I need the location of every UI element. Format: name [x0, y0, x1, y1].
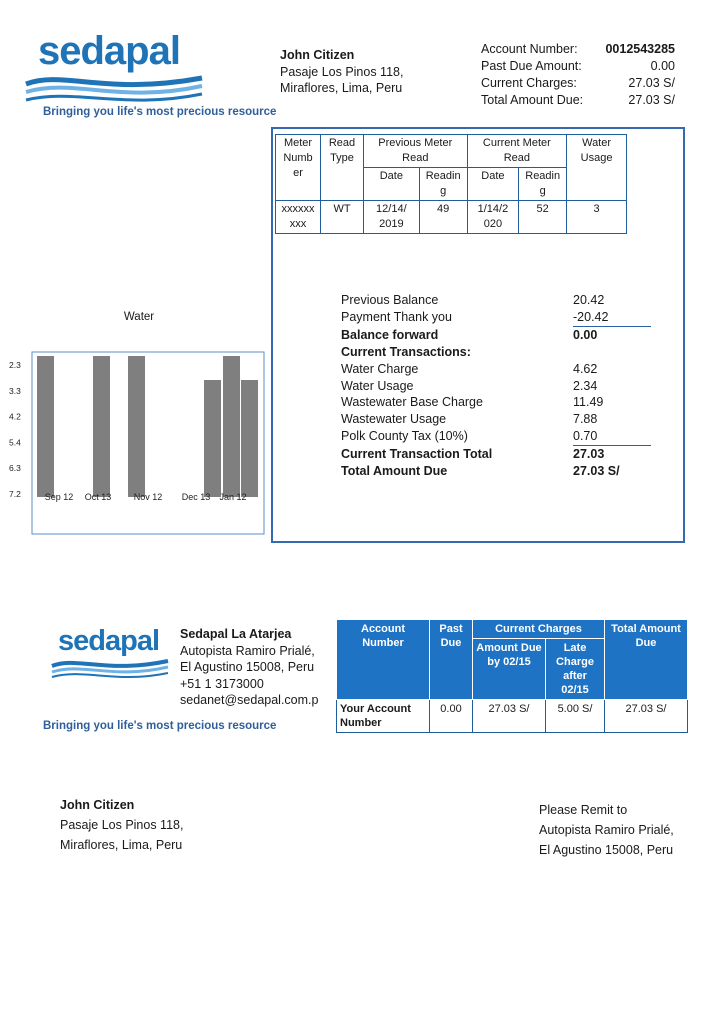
- company-email: sedanet@sedapal.com.p: [180, 693, 319, 707]
- remit-to-line1: Autopista Ramiro Prialé,: [539, 823, 674, 837]
- customer-address-line1: Pasaje Los Pinos 118,: [60, 818, 184, 832]
- transaction-value: [573, 344, 651, 361]
- account-summary: [481, 41, 675, 109]
- list-item: [341, 344, 651, 361]
- summary-row-account-number: Account Number: 0012543285: [481, 42, 675, 56]
- cell-cur-reading: 52: [519, 201, 567, 234]
- y-tick-label: 3.3: [9, 385, 21, 396]
- transaction-label: Current Transactions:: [341, 344, 471, 359]
- cell-past-due: 0.00: [430, 700, 473, 733]
- transaction-label: Wastewater Base Charge: [341, 395, 483, 410]
- transaction-value: 7.88: [573, 412, 598, 427]
- list-item: [341, 292, 651, 309]
- customer-address-top: [280, 47, 403, 97]
- x-tick-label: Nov 12: [133, 492, 163, 502]
- th-account-number: Account Number: [337, 620, 430, 700]
- customer-name: John Citizen: [60, 798, 135, 812]
- customer-address-bottom: [60, 795, 183, 855]
- summary-row-past-due: Past Due Amount: 0.00: [481, 59, 675, 73]
- th-read-type: Read Type: [321, 135, 364, 201]
- water-usage-chart: [6, 350, 268, 536]
- company-phone: +51 1 3173000: [180, 676, 264, 691]
- transaction-value: 2.34: [573, 378, 598, 393]
- th-past-due: Past Due: [430, 620, 473, 700]
- x-tick-label: Sep 12: [44, 492, 74, 502]
- cell-your-account-number: Your Account Number: [337, 700, 430, 733]
- customer-address-line1: Pasaje Los Pinos 118,: [280, 64, 404, 79]
- list-item: [341, 446, 651, 463]
- transaction-label: Total Amount Due: [341, 464, 448, 479]
- chart-bar: [93, 356, 110, 497]
- transaction-label: Water Usage: [341, 378, 414, 393]
- remit-to-label: Please Remit to: [539, 803, 628, 817]
- y-tick-label: 4.2: [9, 411, 21, 422]
- transaction-value: 0.00: [573, 327, 598, 342]
- summary-row-current-charges: Current Charges: 27.03 S/: [481, 76, 675, 90]
- chart-bar: [241, 380, 258, 497]
- transaction-label: Payment Thank you: [341, 309, 452, 324]
- th-current-read: Current Meter Read: [467, 135, 567, 168]
- th-late-charge: Late Charge after 02/15: [546, 639, 605, 700]
- company-address: [180, 626, 318, 709]
- customer-address-line2: Miraflores, Lima, Peru: [280, 81, 403, 95]
- transaction-value: 0.70: [573, 428, 651, 446]
- cell-read-type: WT: [321, 201, 364, 234]
- transaction-value: 27.03: [573, 447, 605, 462]
- chart-title: Water: [123, 311, 155, 323]
- list-item: [341, 463, 651, 480]
- x-tick-label: Oct 13: [84, 492, 112, 502]
- cell-late-charge: 5.00 S/: [546, 700, 605, 733]
- remit-to-address: [539, 800, 674, 860]
- sedapal-logo-bottom: [50, 626, 170, 682]
- transaction-value: 4.62: [573, 361, 598, 376]
- transaction-label: Balance forward: [341, 327, 439, 342]
- chart-bar: [37, 356, 54, 497]
- summary-row-total-due: Total Amount Due: 27.03 S/: [481, 93, 675, 107]
- tagline-bottom: Bringing you life's most precious resource: [43, 720, 277, 732]
- remit-to-line2: El Agustino 15008, Peru: [539, 843, 674, 857]
- transaction-label: Water Charge: [341, 361, 419, 376]
- y-tick-label: 2.3: [9, 360, 21, 370]
- company-address-line1: Autopista Ramiro Prialé,: [180, 643, 315, 658]
- table-row: [276, 201, 627, 234]
- cell-prev-date: 12/14/ 2019: [364, 201, 420, 234]
- y-tick-label: 7.2: [9, 489, 21, 499]
- list-item: [341, 428, 651, 446]
- transaction-label: Polk County Tax (10%): [341, 429, 468, 444]
- th-current-charges: Current Charges: [473, 620, 605, 639]
- list-item: [341, 411, 651, 428]
- transaction-value: 20.42: [573, 293, 605, 307]
- cell-total-amount-due: 27.03 S/: [605, 700, 688, 733]
- wave-icon: [24, 70, 204, 104]
- th-cur-date: Date: [467, 168, 519, 201]
- transaction-value: -20.42: [573, 309, 651, 327]
- list-item: [341, 309, 651, 327]
- company-name: Sedapal La Atarjea: [180, 627, 292, 641]
- cell-meter-number: xxxxxx xxx: [276, 201, 321, 234]
- tagline-top: Bringing you life's most precious resource: [43, 106, 277, 118]
- chart-bar: [128, 356, 145, 497]
- list-item: [341, 378, 651, 395]
- x-tick-label: Dec 13: [181, 492, 211, 502]
- transactions-list: [341, 292, 651, 480]
- th-prev-date: Date: [364, 168, 420, 201]
- th-amount-due-by: Amount Due by 02/15: [473, 639, 546, 700]
- x-tick-label: Jan 12: [219, 492, 247, 502]
- sedapal-logo-top: [24, 30, 204, 104]
- transaction-value: 11.49: [573, 395, 604, 410]
- th-previous-read: Previous Meter Read: [364, 135, 468, 168]
- company-address-line2: El Agustino 15008, Peru: [180, 660, 315, 674]
- th-water-usage: Water Usage: [567, 135, 627, 201]
- cell-usage: 3: [567, 201, 627, 234]
- th-cur-reading: Readin g: [519, 168, 567, 201]
- list-item: [341, 327, 651, 344]
- logo-wordmark: sedapal: [58, 625, 159, 657]
- transaction-label: Current Transaction Total: [341, 447, 493, 462]
- chart-bar: [223, 356, 240, 497]
- account-number-value: 0012543285: [605, 42, 675, 56]
- remittance-table: [336, 619, 688, 733]
- wave-icon: [50, 656, 170, 680]
- transaction-label: Wastewater Usage: [341, 412, 447, 427]
- logo-wordmark: sedapal: [38, 29, 180, 73]
- th-prev-reading: Readin g: [419, 168, 467, 201]
- y-tick-label: 6.3: [9, 463, 21, 474]
- meter-reading-table: [275, 134, 627, 234]
- th-meter-number: Meter Numb er: [276, 135, 321, 201]
- transaction-value: 27.03 S/: [573, 464, 620, 479]
- y-tick-label: 5.4: [9, 437, 21, 448]
- transaction-label: Previous Balance: [341, 293, 439, 307]
- table-row: [337, 700, 688, 733]
- th-total-amount-due: Total Amount Due: [605, 620, 688, 700]
- cell-prev-reading: 49: [419, 201, 467, 234]
- list-item: [341, 394, 651, 411]
- customer-address-line2: Miraflores, Lima, Peru: [60, 838, 183, 852]
- cell-amount-due-by: 27.03 S/: [473, 700, 546, 733]
- chart-bar: [204, 380, 221, 497]
- customer-name: John Citizen: [280, 48, 355, 62]
- cell-cur-date: 1/14/2 020: [467, 201, 519, 234]
- list-item: [341, 361, 651, 378]
